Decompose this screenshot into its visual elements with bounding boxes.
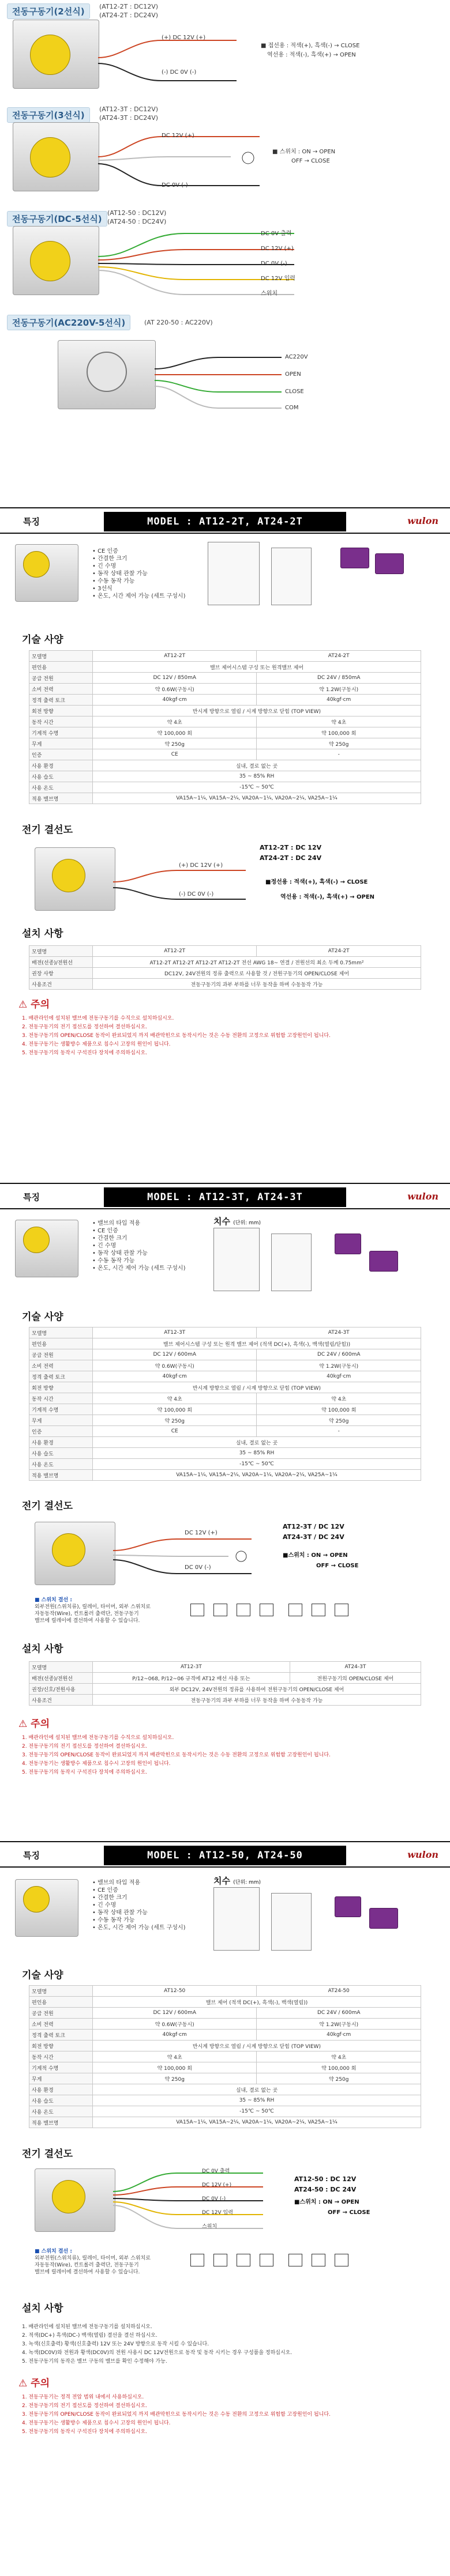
wire-label: (+) DC 12V (+) bbox=[179, 862, 223, 869]
wire-label: DC 0V (-) bbox=[185, 1564, 211, 1571]
wire-label: OPEN bbox=[285, 371, 301, 378]
variant-3wire-title: 전동구동기(3선식) bbox=[7, 107, 90, 123]
valve-image bbox=[335, 1896, 361, 1917]
install-list: 1. 배관라인에 설치된 밸브에 전동구동기를 설치하십시오. 2. 적색(DC+) 흑색(DC-) 백색(열림) 결선을 결선 하십시오. 3. 녹색(신호출력) 황색(신호출력) 12V 또는 24V 방향으로 동작 시킬 수 있습니다. 4. 녹색(DC0V)와 전원과 황색(DC0V)의 전원 사용시 DC 12V전원으로 동작 및 동작 시키는 경우 구성품을 정하십시오. 5. 전동구동기의 동작은 밸브 구동의 밸브를 확인 수정해야 가능. bbox=[22, 2324, 292, 2364]
spec-heading: 기술 사양 bbox=[22, 1970, 63, 1981]
variant-2wire-models: (AT12-2T : DC12V) (AT24-2T : DC24V) bbox=[99, 3, 159, 19]
wire-label: DC 0V 출력 bbox=[202, 2168, 230, 2174]
switch-note: ■ 스위치 결선 : 외부전원(스위치류), 릴레이, 타이머, 외부 스위치로 자동동작(Wire), 컨트롤러 출력단, 전동구동기 밸브에 릴레이에 결선하여 사용할 수 있습니다. bbox=[35, 2249, 151, 2275]
wire-label: CLOSE bbox=[285, 389, 304, 395]
accessory-icon bbox=[312, 2254, 325, 2266]
wire-label: DC 0V (-) bbox=[202, 2196, 226, 2202]
wire-legend: 역선용 : 적색(-), 흑색(+) → OPEN bbox=[267, 52, 356, 58]
brand-logo: wulon bbox=[407, 515, 438, 526]
wire-legend: ■ 접선용 : 적색(+), 흑색(-) → CLOSE bbox=[261, 43, 360, 49]
feature-label: 특징 bbox=[23, 1850, 40, 1861]
accessory-icon bbox=[260, 1604, 273, 1616]
feature-list: • 밸브의 타입 적용 • CE 인증 • 간결한 크기 • 긴 수명 • 동작 상태 관찰 가능 • 수동 동작 가능 • 온도, 시간 제어 가능 (세트 구성시) bbox=[92, 1879, 186, 1932]
wire-label: (+) DC 12V (+) bbox=[162, 35, 206, 41]
wiring-model: AT12-2T : DC 12V bbox=[260, 844, 322, 851]
ac-actuator-dial bbox=[87, 352, 127, 392]
accessory-icon bbox=[213, 1604, 227, 1616]
dimension-drawing bbox=[208, 542, 260, 605]
model-header bbox=[0, 1183, 450, 1209]
warning-icon: ⚠ bbox=[18, 999, 28, 1010]
dimension-title: 치수 (단위: mm) bbox=[213, 1216, 261, 1227]
wire-label: DC 0V (-) bbox=[162, 182, 188, 188]
feature-label: 특징 bbox=[23, 516, 40, 527]
feature-label: 특징 bbox=[23, 1192, 40, 1202]
spec-table: 모델명 AT12-2T AT24-2T 편인용 밸브 제어시스템 구성 또는 원격밸브 제어 공급 전원 DC 12V / 850mA DC 24V / 850mA 소비 전력 약 0.6W(구동시) 약 1.2W(구동시) 정격 출력 토크 40kgf·cm 40kgf·cm 회전 방향 반시계 방향으로 열림 / 시계 방향으로 닫힘 (TOP VIEW) 동작 시간 약 4초 약 4초 기계적 수명 약 100,000 회 약 100,000 회 무게 약 250g 약 250g 인증 CE - 사용 환경 실내, 결로 없는 곳 사용 습도 35 ~ 85% RH 사용 온도 -15℃ ~ 50℃ 적용 밸브명 VA15A~1¼, VA15A~2¼, VA20A~1¼, VA20A~2¼, VA25A~1¼ bbox=[29, 650, 421, 804]
valve-image bbox=[369, 1251, 398, 1272]
variant-dc5wire-title: 전동구동기(DC-5선식) bbox=[7, 211, 107, 227]
dimension-title: 치수 (단위: mm) bbox=[213, 1876, 261, 1886]
wiring-legend: ■스위치 : ON → OPEN bbox=[294, 2199, 359, 2205]
wire-label: AC220V bbox=[285, 354, 308, 360]
wire-label: DC 12V 입력 bbox=[202, 2210, 233, 2216]
caution-heading: ⚠ 주의 bbox=[18, 1718, 50, 1730]
feature-list: • CE 인증 • 간결한 크기 • 긴 수명 • 동작 상태 관찰 가능 • 수동 동작 가능 • 3선식 • 온도, 시간 제어 가능 (세트 구성시) bbox=[92, 548, 186, 600]
wire-label: DC 0V (-) bbox=[261, 261, 287, 267]
wiring-legend: 역선용 : 적색(-), 흑색(+) → OPEN bbox=[280, 894, 375, 900]
switch-note: ■ 스위치 결선 : 외부전원(스위치류), 릴레이, 타이머, 외부 스위치로 자동동작(Wire), 컨트롤러 출력단, 전동구동기 밸브에 릴레이에 결선하여 사용할 수 있습니다. bbox=[35, 1597, 151, 1624]
dimension-drawing bbox=[271, 1893, 312, 1951]
model-title: MODEL : AT12-50, AT24-50 bbox=[104, 1846, 346, 1865]
wiring-legend: ■스위치 : ON → OPEN bbox=[283, 1552, 348, 1559]
valve-image bbox=[335, 1234, 361, 1254]
wiring-lines bbox=[113, 2168, 275, 2238]
variant-3wire-models: (AT12-3T : DC12V) (AT24-3T : DC24V) bbox=[99, 105, 159, 122]
install-table: 모델명 AT12-2T AT24-2T 배전(선종)/전원선 AT12-2T AT12-2T AT12-2T AT12-2T 전선 AWG 18~ 연결 / 전원선의 최소 두께 0.75mm² 권장 사항 DC12V, 24V전원의 정류 출력으로 사용할 것 / 전원구동기의 OPEN/CLOSE 제어 사용조건 전동구동기의 과부 부하를 너무 동작을 하며 수동동작 가능 bbox=[29, 945, 421, 990]
model-header bbox=[0, 1841, 450, 1868]
caution-heading: ⚠ 주의 bbox=[18, 999, 50, 1010]
wiring-legend: OFF → CLOSE bbox=[328, 2209, 370, 2216]
warning-icon: ⚠ bbox=[18, 2378, 28, 2389]
wire-label: DC 0V 출력 bbox=[261, 231, 292, 237]
wire-label: DC 12V (+) bbox=[162, 133, 194, 139]
actuator-knob bbox=[23, 551, 50, 578]
accessory-icon bbox=[288, 2254, 302, 2266]
accessory-icon bbox=[260, 2254, 273, 2266]
accessory-icon bbox=[237, 1604, 250, 1616]
variant-2wire-title: 전동구동기(2선식) bbox=[7, 3, 90, 19]
model-header bbox=[0, 507, 450, 534]
accessory-icon bbox=[335, 2254, 348, 2266]
valve-image bbox=[340, 548, 369, 568]
wire-label: COM bbox=[285, 405, 299, 411]
wiring-model: AT24-50 : DC 24V bbox=[294, 2186, 357, 2193]
wire-label: (-) DC 0V (-) bbox=[179, 891, 214, 897]
actuator-knob bbox=[52, 2180, 85, 2213]
valve-image bbox=[369, 1908, 398, 1929]
wiring-heading: 전기 결선도 bbox=[22, 1500, 73, 1512]
caution-list: 1. 전동구동기는 정격 전압 범위 내에서 사용하십시오. 2. 전동구동기의 전기 접선도를 정선하여 결선하십시오. 3. 전동구동기의 OPEN/CLOSE 동작이 완료되었지 까지 배관막힌으로 동작시키는 것은 수동 전환의 고정으로 위험함 고장원인이 됩니다. 4. 전동구동기는 생활방수 제품으로 침수시 고장의 원인이 됩니다. 5. 전동구동기의 동작시 구석진다 장치에 주의하십시오. bbox=[22, 2394, 331, 2435]
accessory-icon bbox=[190, 1604, 204, 1616]
wiring-model: AT24-3T / DC 24V bbox=[283, 1533, 344, 1541]
wiring-legend: OFF → CLOSE bbox=[316, 1563, 359, 1569]
accessory-icon bbox=[288, 1604, 302, 1616]
model-title: MODEL : AT12-2T, AT24-2T bbox=[104, 512, 346, 531]
caution-heading: ⚠ 주의 bbox=[18, 2378, 50, 2389]
brand-logo: wulon bbox=[407, 1191, 438, 1202]
variant-ac220-models: (AT 220-50 : AC220V) bbox=[144, 319, 213, 326]
wire-label: DC 12V (+) bbox=[202, 2182, 232, 2188]
wire-label: 스위치 bbox=[202, 2224, 217, 2230]
spec-heading: 기술 사양 bbox=[22, 1311, 63, 1323]
install-heading: 설치 사항 bbox=[22, 928, 63, 940]
wire-label: (-) DC 0V (-) bbox=[162, 69, 197, 76]
dimension-drawing bbox=[271, 1234, 312, 1291]
wiring-legend: ■정선용 : 적색(+), 흑색(-) → CLOSE bbox=[265, 879, 368, 885]
accessory-icon bbox=[237, 2254, 250, 2266]
brand-logo: wulon bbox=[407, 1849, 438, 1860]
wiring-model: AT24-2T : DC 24V bbox=[260, 854, 322, 862]
wire-label: DC 12V (+) bbox=[185, 1530, 217, 1536]
wiring-lines bbox=[113, 1533, 263, 1585]
install-table: 모델명 AT12-3T AT24-3T 배전(선종)/전원선 P/12~068, P/12~06 규격에 AT12 배선 사용 또는 전원구동기의 OPEN/CLOSE 제어 권장/신호/전원사용 외부 DC12V, 24V전원의 정류를 사용하여 전원구동기의 OPEN/CLOSE 제어 사용조건 전동구동기의 과부 부하를 너무 동작을 하며 수동동작 가능 bbox=[29, 1661, 421, 1706]
feature-list: • 밸브의 타입 적용 • CE 인증 • 간결한 크기 • 긴 수명 • 동작 상태 관찰 가능 • 수동 동작 가능 • 온도, 시간 제어 가능 (세트 구성시) bbox=[92, 1220, 186, 1272]
spec-table: 모델명 AT12-50 AT24-50 편인용 밸브 제어 (적색 DC(+), 흑색(-), 백색(열림)) 공급 전원 DC 12V / 600mA DC 24V / 600mA 소비 전력 약 0.6W(구동시) 약 1.2W(구동시) 정격 출력 토크 40kgf·cm 40kgf·cm 회전 방향 반시계 방향으로 열림 / 시계 방향으로 닫힘 (TOP VIEW) 동작 시간 약 4초 약 4초 기계적 수명 약 100,000 회 약 100,000 회 무게 약 250g 약 250g 사용 환경 실내, 결로 없는 곳 사용 습도 35 ~ 85% RH 사용 온도 -15℃ ~ 50℃ 적용 밸브명 VA15A~1¼, VA15A~2¼, VA20A~1¼, VA20A~2¼, VA25A~1¼ bbox=[29, 1985, 421, 2128]
wiring-model: AT12-50 : DC 12V bbox=[294, 2175, 357, 2183]
model-title: MODEL : AT12-3T, AT24-3T bbox=[104, 1187, 346, 1207]
accessory-icon bbox=[190, 2254, 204, 2266]
wire-label: 스위치 bbox=[261, 291, 278, 297]
dimension-drawing bbox=[213, 1228, 260, 1291]
accessory-icon bbox=[213, 2254, 227, 2266]
accessory-icon bbox=[335, 1604, 348, 1616]
spec-table: 모델명 AT12-3T AT24-3T 편인용 밸브 제어시스템 구성 또는 원격 밸브 제어 (적색 DC(+), 흑색(-), 백색(열림/닫힘)) 공급 전원 DC 12V / 600mA DC 24V / 600mA 소비 전력 약 0.6W(구동시) 약 1.2W(구동시) 정격 출력 토크 40kgf·cm 40kgf·cm 회전 방향 반시계 방향으로 열림 / 시계 방향으로 닫힘 (TOP VIEW) 동작 시간 약 4초 약 4초 기계적 수명 약 100,000 회 약 100,000 회 무게 약 250g 약 250g 인증 CE - 사용 환경 실내, 결로 없는 곳 사용 습도 35 ~ 85% RH 사용 온도 -15℃ ~ 50℃ 적용 밸브명 VA15A~1¼, VA15A~2¼, VA20A~1¼, VA20A~2¼, VA25A~1¼ bbox=[29, 1327, 421, 1481]
actuator-knob bbox=[52, 859, 85, 892]
wiring-lines bbox=[113, 865, 252, 911]
warning-icon: ⚠ bbox=[18, 1718, 28, 1730]
install-heading: 설치 사항 bbox=[22, 2303, 63, 2314]
variant-dc5wire-models: (AT12-50 : DC12V) (AT24-50 : DC24V) bbox=[107, 209, 167, 225]
dimension-drawing bbox=[271, 548, 312, 605]
product-photo bbox=[15, 544, 78, 602]
wire-label: DC 12V 입력 bbox=[261, 276, 295, 282]
actuator-knob bbox=[52, 1533, 85, 1567]
actuator-knob bbox=[23, 1227, 50, 1253]
wiring-heading: 전기 결선도 bbox=[22, 2148, 73, 2160]
install-heading: 설치 사항 bbox=[22, 1643, 63, 1655]
product-photo bbox=[15, 1879, 78, 1937]
actuator-knob bbox=[30, 241, 70, 281]
actuator-knob bbox=[30, 137, 70, 178]
spec-heading: 기술 사양 bbox=[22, 634, 63, 646]
actuator-knob bbox=[30, 35, 70, 75]
valve-image bbox=[375, 553, 404, 574]
variant-ac220-title: 전동구동기(AC220V-5선식) bbox=[7, 315, 130, 330]
wire-legend: OFF → CLOSE bbox=[291, 158, 330, 164]
actuator-knob bbox=[23, 1886, 50, 1913]
wiring-heading: 전기 결선도 bbox=[22, 824, 73, 836]
wire-diagram-ac220 bbox=[155, 346, 305, 421]
wire-legend: ■ 스위치 : ON → OPEN bbox=[272, 149, 336, 155]
dimension-drawing bbox=[213, 1887, 260, 1951]
product-photo bbox=[15, 1220, 78, 1277]
accessory-icon bbox=[312, 1604, 325, 1616]
caution-list: 1. 배관라인에 설치된 밸브에 전동구동기를 수직으로 설치하십시오. 2. 전동구동기의 전기 접선도를 정선하여 결선하십시오. 3. 전동구동기의 OPEN/CLOSE 동작이 완료되었지 까지 배관막힌으로 동작시키는 것은 수동 전환의 고정으로 위험함 고장원인이 됩니다. 4. 전동구동기는 생활방수 제품으로 침수시 고장의 원인이 됩니다. 5. 전동구동기의 동작시 구석진다 장치에 주의하십시오. bbox=[22, 1016, 331, 1056]
wiring-model: AT12-3T / DC 12V bbox=[283, 1523, 344, 1530]
wire-label: DC 12V (+) bbox=[261, 246, 294, 252]
caution-list: 1. 배관라인에 설치된 밸브에 전동구동기를 수직으로 설치하십시오. 2. 전동구동기의 전기 접선도를 정선하여 결선하십시오. 3. 전동구동기의 OPEN/CLOSE 동작이 완료되었지 까지 배관막힌으로 동작시키는 것은 수동 전환의 고정으로 위험함 고장원인이 됩니다. 4. 전동구동기는 생활방수 제품으로 침수시 고장의 원인이 됩니다. 5. 전동구동기의 동작시 구석진다 장치에 주의하십시오. bbox=[22, 1735, 331, 1775]
